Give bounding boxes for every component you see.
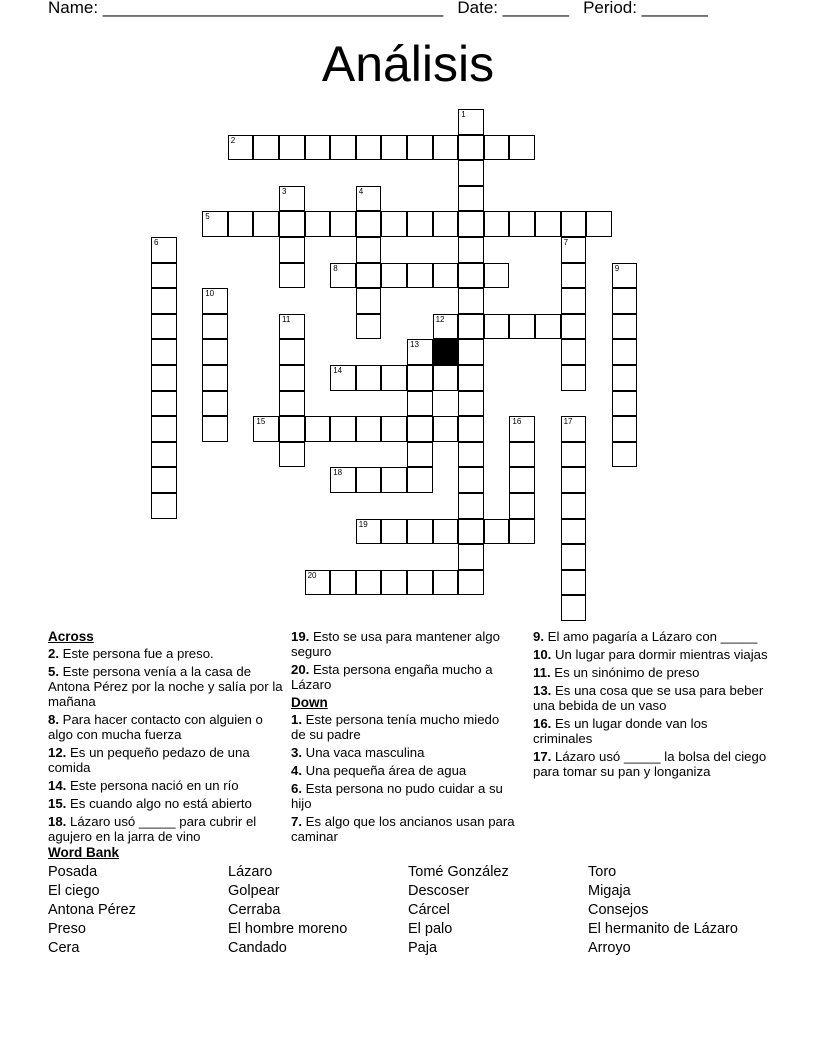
grid-cell[interactable] <box>279 186 305 212</box>
grid-cell[interactable] <box>458 288 484 314</box>
grid-number: 2 <box>230 135 236 145</box>
grid-cell[interactable] <box>561 365 587 391</box>
date-blank: _______ <box>502 0 569 17</box>
grid-number: 16 <box>512 417 522 427</box>
grid-cell[interactable] <box>612 416 638 442</box>
grid-cell[interactable] <box>356 186 382 212</box>
grid-cell[interactable] <box>202 365 228 391</box>
clue-down-6: 6. Esta persona no pudo cuidar a su hijo <box>291 781 503 811</box>
word-bank-item: Candado <box>228 940 287 956</box>
grid-cell[interactable] <box>484 314 510 340</box>
grid-cell[interactable] <box>151 416 177 442</box>
grid-cell[interactable] <box>381 365 407 391</box>
grid-cell[interactable] <box>279 314 305 340</box>
grid-cell[interactable] <box>433 365 459 391</box>
grid-cell[interactable] <box>561 493 587 519</box>
word-bank-item: Cera <box>48 940 80 956</box>
grid-cell[interactable] <box>381 467 407 493</box>
grid-cell[interactable] <box>561 314 587 340</box>
grid-number: 19 <box>358 519 368 529</box>
grid-cell[interactable] <box>433 519 459 545</box>
grid-cell[interactable] <box>509 493 535 519</box>
grid-cell[interactable] <box>535 211 561 237</box>
clue-across-12: 12. Es un pequeño pedazo de una comida <box>48 745 250 775</box>
grid-number: 15 <box>256 417 266 427</box>
grid-cell[interactable] <box>279 135 305 161</box>
grid-cell[interactable] <box>279 339 305 365</box>
grid-cell[interactable] <box>407 391 433 417</box>
clues-column-2 <box>291 629 516 847</box>
grid-cell[interactable] <box>381 135 407 161</box>
clue-down-1: 1. Este persona tenía mucho miedo de su padre <box>291 712 500 742</box>
grid-cell[interactable] <box>202 391 228 417</box>
word-bank-column-1 <box>48 863 136 958</box>
grid-cell[interactable] <box>202 314 228 340</box>
grid-cell[interactable] <box>561 416 587 442</box>
grid-cell[interactable] <box>612 391 638 417</box>
grid-cell[interactable] <box>458 442 484 468</box>
grid-cell[interactable] <box>279 237 305 263</box>
clue-down-7: 7. Es algo que los ancianos usan para caminar <box>291 814 515 844</box>
grid-cell[interactable] <box>407 211 433 237</box>
grid-cell[interactable] <box>151 288 177 314</box>
word-bank-item: Golpear <box>228 883 280 899</box>
grid-cell[interactable] <box>356 288 382 314</box>
word-bank-item: Toro <box>588 864 617 880</box>
grid-cell[interactable] <box>561 263 587 289</box>
grid-cell[interactable] <box>253 211 279 237</box>
grid-cell[interactable] <box>381 211 407 237</box>
grid-number: 20 <box>307 570 317 580</box>
grid-cell[interactable] <box>433 570 459 596</box>
grid-cell[interactable] <box>484 135 510 161</box>
clue-across-15: 15. Es cuando algo no está abierto <box>48 796 252 811</box>
grid-number: 17 <box>563 417 573 427</box>
word-bank-item: Migaja <box>588 883 631 899</box>
grid-cell[interactable] <box>356 211 382 237</box>
grid-cell[interactable] <box>151 442 177 468</box>
word-bank-item: Arroyo <box>588 940 631 956</box>
grid-cell[interactable] <box>458 135 484 161</box>
word-bank-item: Preso <box>48 921 86 937</box>
clue-down-3: 3. Una vaca masculina <box>291 745 425 760</box>
grid-number: 11 <box>282 314 291 324</box>
grid-cell[interactable] <box>509 416 535 442</box>
grid-cell[interactable] <box>279 211 305 237</box>
grid-cell[interactable] <box>330 365 356 391</box>
grid-cell[interactable] <box>407 442 433 468</box>
grid-cell[interactable] <box>381 570 407 596</box>
grid-cell[interactable] <box>561 595 587 621</box>
grid-cell[interactable] <box>202 339 228 365</box>
grid-number: 18 <box>333 468 343 478</box>
grid-cell[interactable] <box>458 186 484 212</box>
grid-cell[interactable] <box>356 135 382 161</box>
grid-cell[interactable] <box>407 467 433 493</box>
grid-cell[interactable] <box>561 544 587 570</box>
grid-number: 8 <box>333 263 338 273</box>
page-title: Análisis <box>321 36 495 92</box>
grid-cell[interactable] <box>279 391 305 417</box>
grid-cell[interactable] <box>151 314 177 340</box>
grid-cell[interactable] <box>407 339 433 365</box>
grid-cell[interactable] <box>458 211 484 237</box>
grid-cell[interactable] <box>458 263 484 289</box>
grid-cell[interactable] <box>433 416 459 442</box>
grid-cell[interactable] <box>279 365 305 391</box>
grid-cell[interactable] <box>407 135 433 161</box>
grid-cell[interactable] <box>356 467 382 493</box>
clue-down-10: 10. Un lugar para dormir mientras viajas <box>533 647 768 662</box>
clues-column-1 <box>48 629 283 847</box>
grid-cell[interactable] <box>305 570 331 596</box>
grid-cell[interactable] <box>458 416 484 442</box>
word-bank-item: El ciego <box>48 883 100 899</box>
grid-cell[interactable] <box>612 288 638 314</box>
clue-across-8: 8. Para hacer contacto con alguien o algo con mucha fuerza <box>48 712 263 742</box>
grid-cell[interactable] <box>202 416 228 442</box>
down-heading: Down <box>291 695 328 710</box>
grid-cell[interactable] <box>561 519 587 545</box>
name-blank: ____________________________________ <box>102 0 444 17</box>
grid-cell[interactable] <box>612 442 638 468</box>
grid-cell[interactable] <box>151 391 177 417</box>
grid-cell[interactable] <box>612 339 638 365</box>
grid-cell[interactable] <box>407 365 433 391</box>
grid-cell[interactable] <box>356 314 382 340</box>
grid-cell[interactable] <box>458 570 484 596</box>
clue-across-2: 2. Este persona fue a preso. <box>48 646 214 661</box>
grid-cell[interactable] <box>305 416 331 442</box>
grid-cell[interactable] <box>330 135 356 161</box>
grid-cell[interactable] <box>305 211 331 237</box>
clue-down-13: 13. Es una cosa que se usa para beber una bebida de un vaso <box>533 683 764 713</box>
grid-cell[interactable] <box>279 416 305 442</box>
word-bank-item: Tomé González <box>408 864 509 880</box>
grid-cell[interactable] <box>458 339 484 365</box>
grid-cell[interactable] <box>381 416 407 442</box>
word-bank-column-3 <box>408 863 509 958</box>
grid-cell[interactable] <box>484 263 510 289</box>
grid-cell[interactable] <box>356 263 382 289</box>
grid-cell[interactable] <box>356 365 382 391</box>
grid-cell[interactable] <box>561 339 587 365</box>
grid-cell[interactable] <box>279 263 305 289</box>
word-bank-column-4 <box>588 863 738 958</box>
grid-cell[interactable] <box>561 211 587 237</box>
word-bank-item: Consejos <box>588 902 649 918</box>
word-bank-item: Antona Pérez <box>48 902 136 918</box>
grid-cell[interactable] <box>279 442 305 468</box>
word-bank-item: Cerraba <box>228 902 281 918</box>
grid-cell[interactable] <box>561 467 587 493</box>
grid-cell[interactable] <box>561 570 587 596</box>
grid-cell[interactable] <box>151 263 177 289</box>
across-heading: Across <box>48 629 94 644</box>
grid-cell[interactable] <box>356 416 382 442</box>
grid-cell[interactable] <box>458 109 484 135</box>
grid-cell[interactable] <box>330 570 356 596</box>
clue-down-16: 16. Es un lugar donde van los criminales <box>533 716 708 746</box>
grid-number: 6 <box>154 238 159 247</box>
grid-cell[interactable] <box>228 135 254 161</box>
grid-number: 7 <box>563 238 569 247</box>
grid-cell[interactable] <box>356 519 382 545</box>
grid-cell[interactable] <box>407 570 433 596</box>
grid-cell[interactable] <box>228 211 254 237</box>
clue-down-11: 11. Es un sinónimo de preso <box>533 665 700 680</box>
grid-cell[interactable] <box>458 519 484 545</box>
clue-across-14: 14. Este persona nació en un río <box>48 778 239 793</box>
word-bank-item: Lázaro <box>228 864 273 880</box>
word-bank-heading: Word Bank <box>48 845 120 860</box>
grid-cell[interactable] <box>330 416 356 442</box>
grid-cell[interactable] <box>458 365 484 391</box>
date-label: Date: <box>457 0 498 17</box>
grid-cell[interactable] <box>612 263 638 289</box>
grid-cell[interactable] <box>433 135 459 161</box>
grid-cell[interactable] <box>407 416 433 442</box>
clue-down-17: 17. Lázaro usó _____ la bolsa del ciego para tomar su pan y longaniza <box>533 749 767 779</box>
grid-number: 1 <box>461 110 466 119</box>
grid-cell[interactable] <box>151 467 177 493</box>
grid-cell[interactable] <box>561 442 587 468</box>
grid-cell[interactable] <box>433 263 459 289</box>
grid-number: 12 <box>435 314 445 324</box>
grid-cell[interactable] <box>484 519 510 545</box>
clue-across-18: 18. Lázaro usó _____ para cubrir el agujero en la jarra de vino <box>48 814 257 844</box>
word-bank-column-2 <box>228 863 347 958</box>
period-blank: _______ <box>641 0 708 17</box>
grid-cell[interactable] <box>612 314 638 340</box>
word-bank-item: Paja <box>408 940 438 956</box>
grid-cell[interactable] <box>458 493 484 519</box>
grid-cell[interactable] <box>561 288 587 314</box>
grid-number: 5 <box>205 212 210 222</box>
grid-cell[interactable] <box>330 467 356 493</box>
clue-down-9: 9. El amo pagaría a Lázaro con _____ <box>533 629 758 644</box>
grid-cell[interactable] <box>407 519 433 545</box>
clue-down-4: 4. Una pequeña área de agua <box>291 763 467 778</box>
word-bank-item: El palo <box>408 921 453 937</box>
grid-cell[interactable] <box>458 467 484 493</box>
grid-cell[interactable] <box>381 263 407 289</box>
grid-cell[interactable] <box>433 211 459 237</box>
grid-cell[interactable] <box>458 314 484 340</box>
grid-cell[interactable] <box>433 314 459 340</box>
word-bank-item: Cárcel <box>408 902 450 918</box>
grid-cell[interactable] <box>253 416 279 442</box>
clue-across-5: 5. Este persona venía a la casa de Antona Pérez por la noche y salía por la mañana <box>48 664 283 709</box>
grid-cell[interactable] <box>381 519 407 545</box>
grid-cell[interactable] <box>407 263 433 289</box>
grid-cell[interactable] <box>305 135 331 161</box>
grid-cell[interactable] <box>458 160 484 186</box>
grid-cell[interactable] <box>612 365 638 391</box>
grid-cell[interactable] <box>458 391 484 417</box>
word-bank-item: Posada <box>48 864 98 880</box>
grid-cell[interactable] <box>151 237 177 263</box>
grid-number: 14 <box>333 366 343 375</box>
clue-across-19: 19. Esto se usa para mantener algo seguro <box>291 629 500 659</box>
grid-cell[interactable] <box>509 135 535 161</box>
word-bank-item: Descoser <box>408 883 470 899</box>
grid-cell[interactable] <box>330 263 356 289</box>
grid-cell[interactable] <box>356 570 382 596</box>
grid-number: 9 <box>614 263 620 273</box>
grid-cell[interactable] <box>202 288 228 314</box>
grid-cell[interactable] <box>509 519 535 545</box>
grid-cell[interactable] <box>586 211 612 237</box>
grid-cell[interactable] <box>535 314 561 340</box>
name-label: Name: <box>48 0 99 17</box>
grid-cell[interactable] <box>253 135 279 161</box>
grid-cell[interactable] <box>151 339 177 365</box>
grid-number: 13 <box>410 340 419 350</box>
word-bank-item: El hermanito de Lázaro <box>588 921 738 937</box>
grid-number: 4 <box>358 186 364 196</box>
grid-block-cell <box>433 339 459 365</box>
grid-cell[interactable] <box>484 211 510 237</box>
clues-column-3 <box>533 629 768 782</box>
clue-across-20: 20. Esta persona engaña mucho a Lázaro <box>291 662 493 692</box>
grid-cell[interactable] <box>356 237 382 263</box>
grid-number: 10 <box>205 289 215 299</box>
period-label: Period: <box>583 0 637 17</box>
grid-cell[interactable] <box>458 237 484 263</box>
grid-cell[interactable] <box>509 467 535 493</box>
grid-cell[interactable] <box>509 211 535 237</box>
grid-cell[interactable] <box>202 211 228 237</box>
grid-cell[interactable] <box>151 365 177 391</box>
grid-cell[interactable] <box>330 211 356 237</box>
grid-cell[interactable] <box>458 544 484 570</box>
grid-cell[interactable] <box>151 493 177 519</box>
word-bank-item: El hombre moreno <box>228 921 348 937</box>
grid-cell[interactable] <box>561 237 587 263</box>
grid-cell[interactable] <box>509 314 535 340</box>
grid-number: 3 <box>282 186 287 196</box>
grid-cell[interactable] <box>509 442 535 468</box>
